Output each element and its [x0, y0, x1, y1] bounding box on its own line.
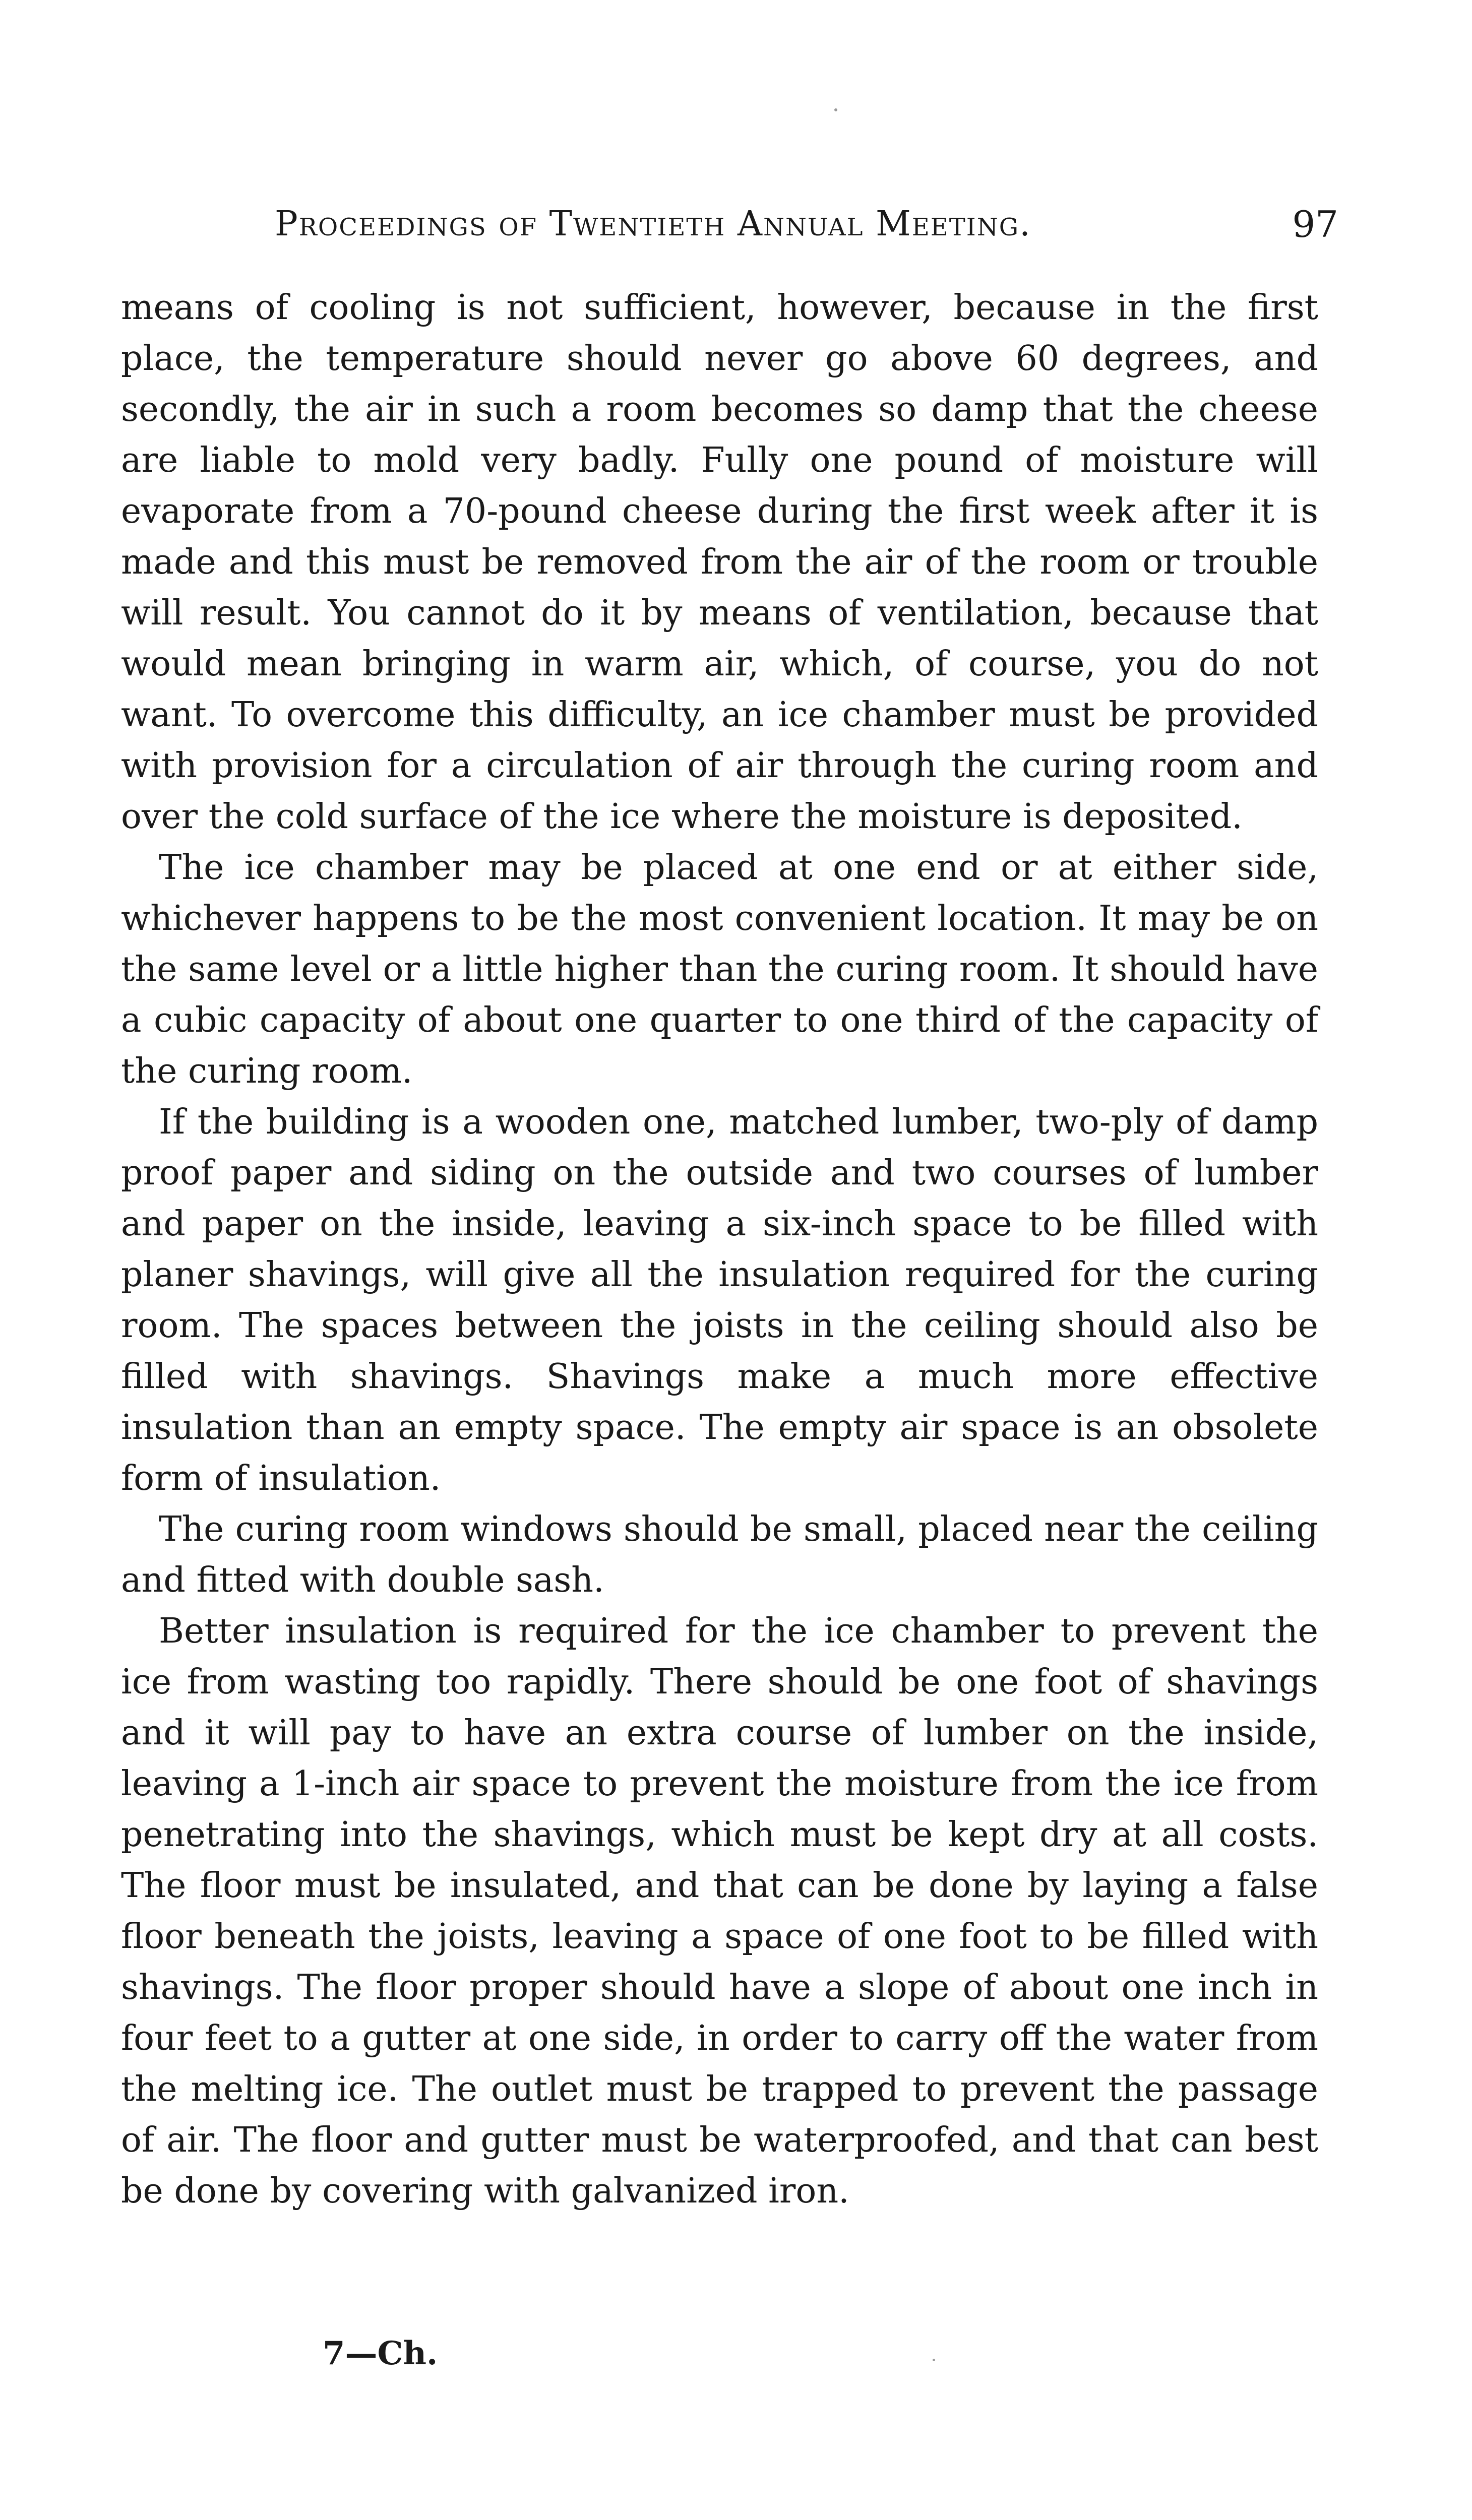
paragraph-wooden-building-insulation: If the building is a wooden one, matched lumber, two-ply of damp proof paper and siding on the outside and two courses of lumber and paper on the inside, leaving a six-inch space to be filled with planer shavings, will give all the insulation required for the curing room. The spaces between the joists in the ceiling should also be filled with shavings. Shavings make a much more effective insulation than an empty space. The empty air space is an obsolete form of insulation.	[121, 1102, 1318, 1498]
paper-speck	[834, 108, 837, 111]
paper-speck	[933, 2359, 935, 2361]
page-number: 97	[1292, 203, 1338, 245]
paragraph-ice-chamber-insulation: Better insulation is required for the ice chamber to prevent the ice from wasting too rapidly. There should be one foot of shavings and it will pay to have an extra course of lumber on the inside, leaving a 1-inch air space to prevent the moisture from the ice from penetrating into the shavings, which must be kept dry at all costs. The floor must be insulated, and that can be done by laying a false floor beneath the joists, leaving a space of one foot to be filled with shavings. The floor proper should have a slope of about one inch in four feet to a gutter at one side, in order to carry off the water from the melting ice. The outlet must be trapped to prevent the passage of air. The floor and gutter must be waterproofed, and that can best be done by covering with galvanized iron.	[121, 1611, 1318, 2211]
running-title: Proceedings of Twentieth Annual Meeting.	[275, 204, 1031, 244]
body-text	[121, 282, 1318, 2217]
paragraph-continued: means of cooling is not sufficient, however, because in the first place, the temperature should never go above 60 degrees, and secondly, the air in such a room becomes so damp that the cheese are liable to mold very badly. Fully one pound of moisture will evaporate from a 70-pound cheese during the first week after it is made and this must be removed from the air of the room or trouble will result. You cannot do it by means of ventilation, because that would mean bringing in warm air, which, of course, you do not want. To overcome this difficulty, an ice chamber must be provided with provision for a circulation of air through the curing room and over the cold surface of the ice where the moisture is deposited.	[121, 288, 1318, 837]
paragraph-ice-chamber-location: The ice chamber may be placed at one end or at either side, whichever happens to be the most convenient location. It may be on the same level or a little higher than the curing room. It should have a cubic capacity of about one quarter to one third of the capacity of the curing room.	[121, 848, 1318, 1091]
paragraph-curing-room-windows: The curing room windows should be small, placed near the ceiling and fitted with double sash.	[121, 1509, 1318, 1600]
signature-mark: 7—Ch.	[323, 2335, 438, 2372]
running-head	[275, 197, 1338, 252]
